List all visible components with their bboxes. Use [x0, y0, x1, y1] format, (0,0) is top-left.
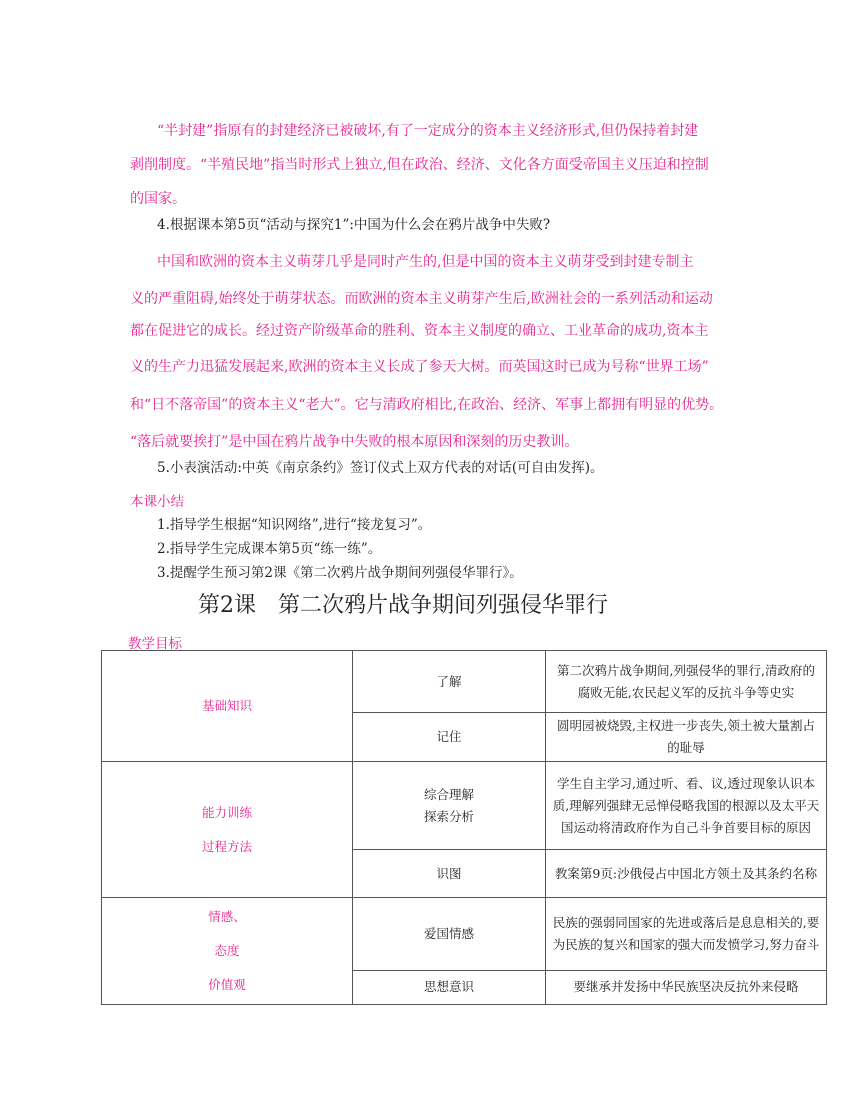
answer2-line3: 都在促进它的成长。经过资产阶级革命的胜利、资本主义制度的确立、工业革命的成功,资本主 [130, 323, 709, 339]
table-row [102, 762, 827, 850]
type-cell [353, 762, 546, 850]
answer2-line1: 中国和欧洲的资本主义萌芽几乎是同时产生的,但是中国的资本主义萌芽受到封建专制主 [157, 254, 694, 270]
group-emotion-line3: 价值观 [208, 977, 246, 992]
group-emotion-line1: 情感、 [208, 909, 246, 924]
question-5: 5.小表演活动:中英《南京条约》签订仪式上双方代表的对话(可自由发挥)。 [157, 460, 604, 476]
answer2-line5: 和“日不落帝国”的资本主义“老大”。它与清政府相比,在政治、经济、军事上都拥有明显的优势。 [130, 397, 724, 413]
content-cell: 第二次鸦片战争期间,列强侵华的罪行,清政府的腐败无能,农民起义军的反抗斗争等史实 [546, 651, 827, 713]
answer2-line6: “落后就要挨打”是中国在鸦片战争中失败的根本原因和深刻的历史教训。 [130, 434, 579, 450]
type-cell: 了解 [353, 651, 546, 713]
content-cell: 学生自主学习,通过听、看、议,透过现象认识本质,理解列强肆无忌惮侵略我国的根源以及太平天国运动将清政府作为自己斗争首要目标的原因 [546, 762, 827, 850]
group-ability-line2: 过程方法 [201, 838, 252, 854]
group-ability-line1: 能力训练 [201, 804, 252, 820]
content-cell: 要继承并发扬中华民族坚决反抗外来侵略 [546, 970, 827, 1004]
type-cell: 识图 [353, 850, 546, 898]
summary-title: 本课小结 [130, 494, 184, 510]
type-line1: 综合理解 [423, 786, 474, 802]
group-emotion-line2: 态度 [214, 943, 240, 958]
summary-item-3: 3.提醒学生预习第2课《第二次鸦片战争期间列强侵华罪行》。 [157, 565, 523, 581]
table-row [102, 651, 827, 713]
goals-title: 教学目标 [128, 636, 182, 652]
summary-item-2: 2.指导学生完成课本第5页“练一练”。 [157, 541, 382, 557]
summary-item-1: 1.指导学生根据“知识网络”,进行“接龙复习”。 [157, 517, 432, 533]
table-row [102, 898, 827, 971]
answer1-line3: 的国家。 [130, 191, 186, 207]
type-cell: 思想意识 [353, 970, 546, 1004]
group-emotion-values [102, 898, 353, 1005]
type-line2: 探索分析 [423, 808, 474, 824]
group-ability-process [102, 762, 353, 898]
question-4: 4.根据课本第5页“活动与探究1”:中国为什么会在鸦片战争中失败? [157, 217, 551, 233]
answer1-line1: “半封建”指原有的封建经济已被破坏,有了一定成分的资本主义经济形式,但仍保持着封建 [157, 123, 699, 139]
answer2-line2: 义的严重阻碍,始终处于萌芽状态。而欧洲的资本主义萌芽产生后,欧洲社会的一系列活动和运动 [130, 291, 713, 307]
content-cell: 圆明园被烧毁,主权进一步丧失,领土被大量割占的耻辱 [546, 713, 827, 762]
content-cell: 民族的强弱同国家的先进或落后是息息相关的,要为民族的复兴和国家的强大而发愤学习,努力奋斗 [546, 898, 827, 971]
type-cell: 爱国情感 [353, 898, 546, 971]
answer1-line2: 剥削制度。“半殖民地”指当时形式上独立,但在政治、经济、文化各方面受帝国主义压迫和控制 [130, 157, 709, 173]
group-basic-knowledge: 基础知识 [102, 651, 353, 762]
content-cell: 教案第9页:沙俄侵占中国北方领土及其条约名称 [546, 850, 827, 898]
lesson-title: 第2课 第二次鸦片战争期间列强侵华罪行 [198, 593, 608, 618]
type-cell: 记住 [353, 713, 546, 762]
goals-table [101, 650, 827, 1005]
answer2-line4: 义的生产力迅猛发展起来,欧洲的资本主义长成了参天大树。而英国这时已成为号称“世界工场” [130, 359, 709, 375]
